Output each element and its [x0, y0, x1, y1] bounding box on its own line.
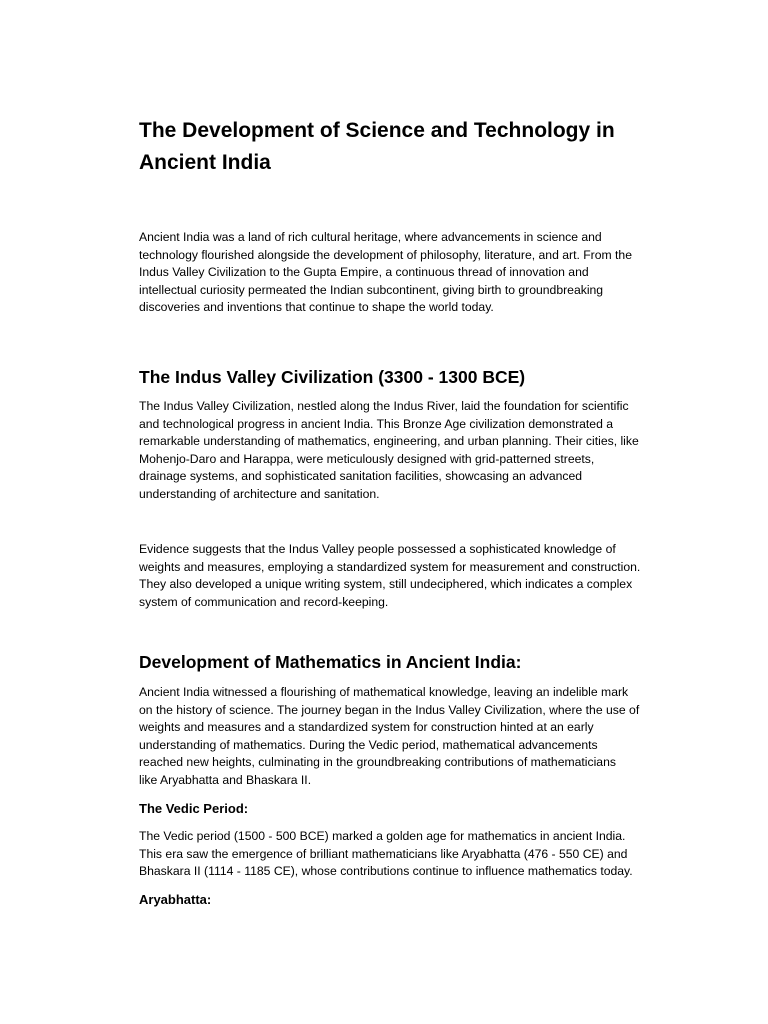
indus-p1-line: The Indus Valley Civilization, nestled along the Indus River, laid the foundation for scientific	[139, 399, 629, 413]
intro-line: technology flourished alongside the development of philosophy, literature, and art. From the	[139, 247, 632, 262]
indus-p2-line: weights and measures, employing a standardized system for measurement and construction.	[139, 559, 641, 574]
vedic-line: Bhaskara II (1114 - 1185 CE), whose contributions continue to influence mathematics today.	[139, 864, 633, 879]
math-line: Ancient India witnessed a flourishing of mathematical knowledge, leaving an indelible mark	[139, 685, 629, 699]
indus-paragraph-1	[139, 398, 679, 504]
mathematics-heading: Development of Mathematics in Ancient India:	[139, 652, 522, 672]
vedic-line: This era saw the emergence of brilliant mathematicians like Aryabhatta (476 - 550 CE) and	[139, 846, 628, 861]
indus-p2-line: Evidence suggests that the Indus Valley people possessed a sophisticated knowledge of	[139, 542, 616, 556]
intro-line: intellectual curiosity permeated the Indian subcontinent, giving birth to groundbreaking	[139, 282, 604, 297]
math-line: weights and measures and a standardized system for construction hinted at an early	[139, 720, 594, 735]
vedic-period-paragraph	[139, 828, 679, 881]
intro-paragraph	[139, 229, 679, 317]
intro-line: Ancient India was a land of rich cultural heritage, where advancements in science and	[139, 230, 602, 244]
indus-p2-line: They also developed a unique writing system, still undeciphered, which indicates a complex	[139, 577, 633, 592]
indus-valley-heading: The Indus Valley Civilization (3300 - 1300 BCE)	[139, 367, 526, 387]
mathematics-paragraph	[139, 684, 679, 790]
intro-line: Indus Valley Civilization to the Gupta Empire, a continuous thread of innovation and	[139, 265, 589, 280]
math-line: like Aryabhatta and Bhaskara II.	[139, 772, 312, 787]
intro-line: discoveries and inventions that continue to shape the world today.	[139, 300, 494, 315]
indus-p1-line: drainage systems, and sophisticated sanitation facilities, showcasing an advanced	[139, 469, 583, 484]
document-title: The Development of Science and Technology in Ancient India	[139, 119, 615, 174]
indus-paragraph-2	[139, 541, 679, 611]
indus-p2-line: system of communication and record-keeping.	[139, 594, 389, 609]
indus-p1-line: remarkable understanding of mathematics, engineering, and urban planning. Their cities, like	[139, 434, 639, 449]
indus-p1-line: and technological progress in ancient India. This Bronze Age civilization demonstrated a	[139, 416, 614, 431]
vedic-line: The Vedic period (1500 - 500 BCE) marked a golden age for mathematics in ancient India.	[139, 829, 626, 843]
indus-p1-line: Mohenjo-Daro and Harappa, were meticulously designed with grid-patterned streets,	[139, 451, 595, 466]
math-line: reached new heights, culminating in the groundbreaking contributions of mathematicians	[139, 755, 616, 770]
math-line: understanding of mathematics. During the Vedic period, mathematical advancements	[139, 737, 598, 752]
indus-p1-line: understanding of architecture and sanitation.	[139, 486, 380, 501]
math-line: on the history of science. The journey began in the Indus Valley Civilization, where the use of	[139, 702, 640, 717]
vedic-period-heading: The Vedic Period:	[139, 801, 249, 816]
aryabhatta-heading: Aryabhatta:	[139, 892, 212, 907]
